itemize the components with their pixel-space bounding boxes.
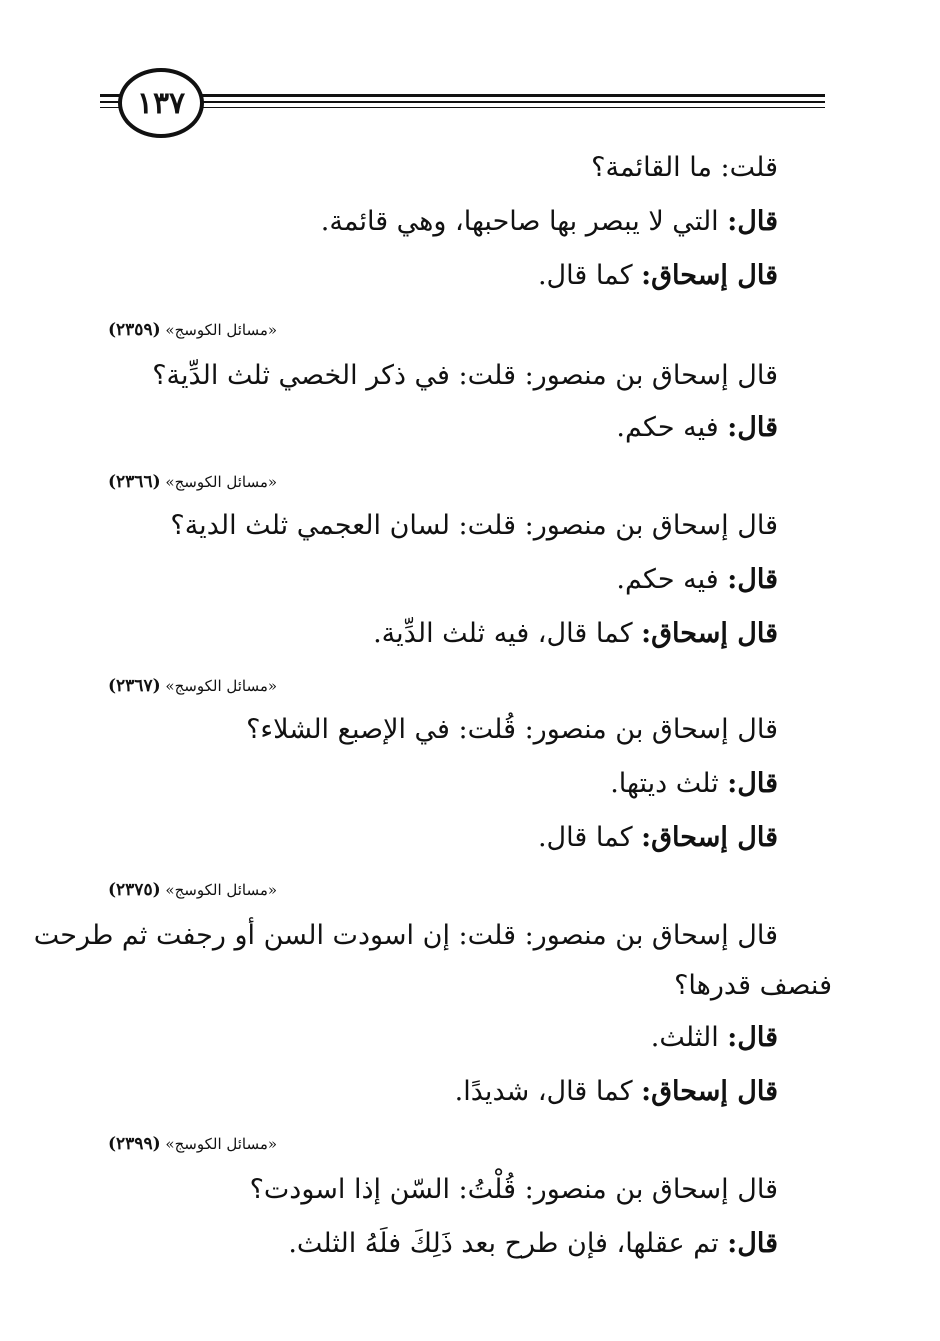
text-line: قال إسحاق: كما قال، شديدًا.	[454, 1076, 778, 1107]
text-line: قال: تم عقلها، فإن طرح بعد ذَلِكَ فلَهُ الثلث.	[288, 1228, 778, 1259]
text-line: قال إسحاق بن منصور: قُلت: في الإصبع الشلاء؟	[246, 714, 778, 745]
text-line: فنصف قدرها؟	[674, 970, 832, 1001]
text-line: قال إسحاق بن منصور: قُلْتُ: السّن إذا اسودت؟	[249, 1174, 778, 1205]
page-number: ١٣٧	[118, 68, 204, 138]
text-line: قلت: ما القائمة؟	[591, 152, 778, 183]
text-line: قال إسحاق: كما قال.	[537, 822, 778, 853]
source-reference: «مسائل الكوسج» (٢٣٧٥)	[108, 880, 278, 900]
source-reference: «مسائل الكوسج» (٢٣٦٦)	[108, 472, 278, 492]
text-line: قال: فيه حكم.	[616, 564, 778, 595]
text-line: قال إسحاق: كما قال، فيه ثلث الدِّية.	[373, 618, 778, 649]
text-line: قال: التي لا يبصر بها صاحبها، وهي قائمة.	[320, 206, 778, 237]
source-reference: «مسائل الكوسج» (٢٣٩٩)	[108, 1134, 278, 1154]
text-line: قال إسحاق بن منصور: قلت: في ذكر الخصي ثلث الدِّية؟	[152, 360, 778, 391]
text-line: قال: الثلث.	[650, 1022, 778, 1053]
text-line: قال إسحاق بن منصور: قلت: لسان العجمي ثلث الدية؟	[170, 510, 778, 541]
source-reference: «مسائل الكوسج» (٢٣٥٩)	[108, 320, 278, 340]
text-line: قال: ثلث ديتها.	[610, 768, 778, 799]
text-line: قال إسحاق: كما قال.	[537, 260, 778, 291]
text-line: قال إسحاق بن منصور: قلت: إن اسودت السن أو رجفت ثم طرحت	[33, 920, 778, 951]
source-reference: «مسائل الكوسج» (٢٣٦٧)	[108, 676, 278, 696]
text-line: قال: فيه حكم.	[616, 412, 778, 443]
